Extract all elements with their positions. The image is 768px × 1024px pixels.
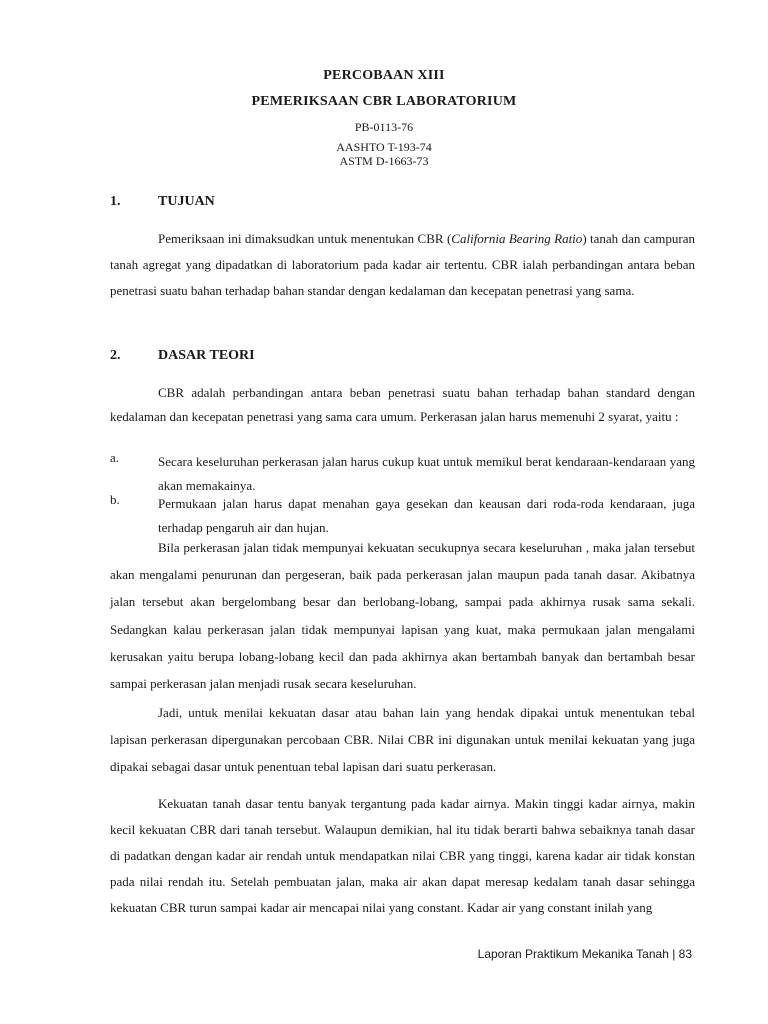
standard-code-aashto: AASHTO T-193-74	[336, 140, 432, 154]
list-item-text: Secara keseluruhan perkerasan jalan harus cukup kuat untuk memikul berat kendaraan-kendaraan yang akan memakainya.	[158, 454, 695, 493]
tujuan-paragraph: Pemeriksaan ini dimaksudkan untuk menentukan CBR (California Bearing Ratio) tanah dan campuran tanah agregat yang dipadatkan di laboratorium pada kadar air tertentu. CBR ialah perbandingan antara beban penetrasi suatu bahan terhadap bahan standar dengan kedalaman dan kecepatan penetrasi yang sama.	[110, 231, 695, 298]
cbr-definition-term: California Bearing Ratio	[451, 231, 583, 246]
section-title: DASAR TEORI	[158, 348, 255, 363]
standard-code-pb: PB-0113-76	[354, 120, 414, 134]
section-number: 1.	[110, 194, 121, 209]
page-footer: Laporan Praktikum Mekanika Tanah | 83	[477, 947, 692, 961]
list-item-text: Permukaan jalan harus dapat menahan gaya gesekan dan keausan dari roda-roda kendaraan, juga terhadap pengaruh air dan hujan.	[158, 496, 695, 535]
section-number: 2.	[110, 348, 121, 363]
standard-code-astm: ASTM D-1663-73	[339, 154, 429, 168]
page-subtitle: PEMERIKSAAN CBR LABORATORIUM	[251, 94, 517, 109]
section-title: TUJUAN	[158, 194, 215, 209]
paragraph: Jadi, untuk menilai kekuatan dasar atau bahan lain yang hendak dipakai untuk menentukan tebal lapisan perkerasan dipergunakan percobaan CBR. Nilai CBR ini digunakan untuk menilai kekuatan yang juga dipakai sebagai dasar untuk penentuan tebal lapisan dari suatu perkerasan.	[110, 705, 695, 775]
paragraph: Kekuatan tanah dasar tentu banyak tergantung pada kadar airnya. Makin tinggi kadar airnya, makin kecil kekuatan CBR dari tanah tersebut. Walaupun demikian, hal itu tidak berarti bahwa sebaiknya tanah dasar di padatkan dengan kadar air rendah untuk mendapatkan nilai CBR yang tinggi, karena kadar air tidak konstan pada nilai rendah itu. Setelah pembuatan jalan, maka air akan dapat meresap kedalam tanah dasar sehingga kekuatan CBR turun sampai kadar air mencapai nilai yang constant. Kadar air yang constant inilah yang	[110, 796, 695, 915]
paragraph: Bila perkerasan jalan tidak mempunyai kekuatan secukupnya secara keseluruhan , maka jalan tersebut akan mengalami penurunan dan pergeseran, baik pada perkerasan jalan maupun pada tanah dasar. Akibatnya jalan tersebut akan bergelombang besar dan berlobang-lobang, sampai pada akhirnya rusak sama sekali. Sedangkan kalau perkerasan jalan tidak mempunyai lapisan yang kuat, maka permukaan jalan mengalami kerusakan yaitu berupa lobang-lobang kecil dan pada akhirnya akan bertambah banyak dan bertambah besar sampai perkerasan jalan menjadi rusak secara keseluruhan.	[110, 540, 695, 692]
page-title: PERCOBAAN XIII	[323, 68, 445, 83]
dasar-teori-intro: CBR adalah perbandingan antara beban penetrasi suatu bahan terhadap bahan standard dengan kedalaman dan kecepatan penetrasi yang sama cara umum. Perkerasan jalan harus memenuhi 2 syarat, yaitu :	[110, 385, 695, 424]
list-marker: b.	[110, 492, 120, 507]
list-marker: a.	[110, 450, 120, 465]
